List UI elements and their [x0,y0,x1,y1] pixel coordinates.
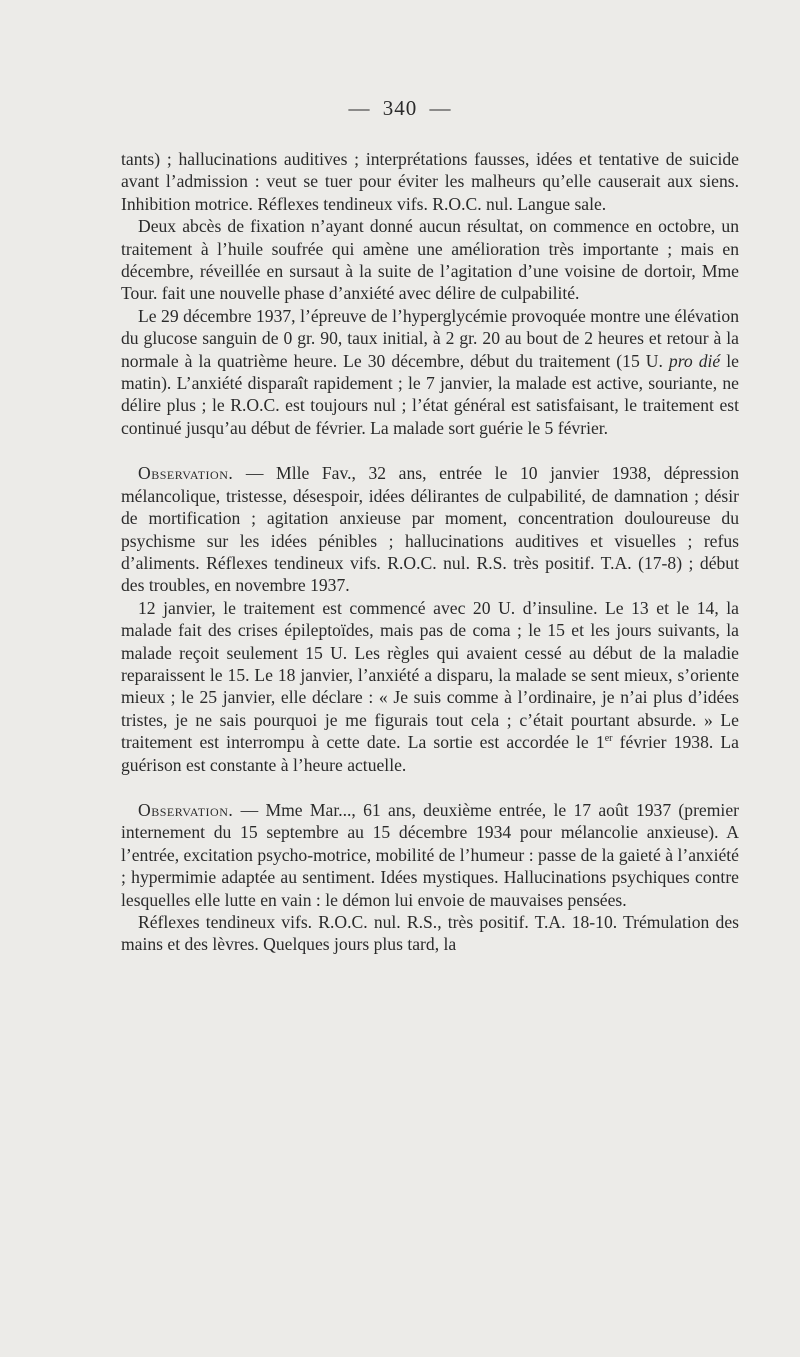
paragraph-hyperglycemie [121,305,739,439]
paragraph-text: Deux abcès de fixation n’ayant donné aucun résultat, on commence en octobre, un traitement à l’huile soufrée qui amène une amélioration très importante ; mais en décembre, réveillée en sursaut à la suite de l’agitation d’une voisine de dortoir, Mme Tour. fait une nouvelle phase d’anxiété avec délire de culpabilité. [121,216,739,304]
paragraph-traitement-fav [121,597,739,776]
observation-label: Observation. [138,799,234,820]
paragraph-text: — Mlle Fav., 32 ans, entrée le 10 janvier 1938, dépression mélancolique, tristesse, désespoir, idées délirantes de culpabilité, de damnation ; désir de mortification ; agitation anxieuse par moment, concentration douloureuse du psychisme sur les idées pénibles ; hallucinations auditives et visuelles ; refus d’aliments. Réflexes tendineux vifs. R.O.C. nul. R.S. très positif. T.A. (17-8) ; début des troubles, en novembre 1937. [121,463,739,596]
superscript-er: er [604,733,613,745]
paragraph-text: — Mme Mar..., 61 ans, deuxième entrée, le 17 août 1937 (premier internement du 15 septembre au 15 décembre 1934 pour mélancolie anxieuse). A l’entrée, excitation psycho-motrice, mobilité de l’humeur : passe de la gaieté à l’anxiété ; hypermimie adaptée au sentiment. Idées mystiques. Hallucinations psychiques contre lesquelles elle lutte en vain : le démon lui envoie de mauvaises pensées. [121,799,739,910]
paragraph-reflexes-mar [121,911,739,956]
paragraph-italic-text: pro dié [668,350,721,371]
paragraph-abces [121,215,739,305]
paragraph-continuation [121,148,739,215]
body-text [121,148,739,956]
paragraph-text-after: février 1938. La guérison est constante à l’heure actuelle. [121,732,739,775]
paragraph-text-after: le matin). L’anxiété disparaît rapidement ; le 7 janvier, la malade est active, souriante, ne délire plus ; le R.O.C. est toujours nul ; l’état général est satisfaisant, le traitement est continué jusqu’au début de février. La malade sort guérie le 5 février. [121,350,739,438]
paragraph-observation-mar [121,799,739,911]
paragraph-text: tants) ; hallucinations auditives ; interprétations fausses, idées et tentative de suicide avant l’admission : veut se tuer pour éviter les malheurs qu’elle causerait aux siens. Inhibition motrice. Réflexes tendineux vifs. R.O.C. nul. Langue sale. [121,149,739,214]
observation-label: Observation. [138,463,234,484]
page-number-dash-left: — [348,96,371,120]
paragraph-text: Réflexes tendineux vifs. R.O.C. nul. R.S., très positif. T.A. 18-10. Trémulation des mains et des lèvres. Quelques jours plus tard, la [121,912,739,955]
paragraph-text-before: Le 29 décembre 1937, l’épreuve de l’hyperglycémie provoquée montre une élévation du glucose sanguin de 0 gr. 90, taux initial, à 2 gr. 20 au bout de 2 heures et retour à la normale à la quatrième heure. Le 30 décembre, début du traitement (15 U. [121,305,739,371]
page-number-value: 340 [382,96,418,120]
page-number [0,96,800,121]
paragraph-text-before: 12 janvier, le traitement est commencé avec 20 U. d’insuline. Le 13 et le 14, la malade fait des crises épileptoïdes, mais pas de coma ; le 15 et les jours suivants, la malade reçoit seulement 15 U. Les règles qui avaient cessé au début de la maladie reparaissent le 15. Le 18 janvier, l’anxiété a disparu, la malade se sent mieux, s’oriente mieux ; le 25 janvier, elle déclare : « Je suis comme à l’ordinaire, je n’ai plus d’idées tristes, je ne sais pourquoi je me figurais tout cela ; c’était pourtant absurde. » Le traitement est interrompu à cette date. La sortie est accordée le 1 [121,597,739,753]
page-number-dash-right: — [429,96,452,120]
paragraph-observation-fav [121,462,739,596]
